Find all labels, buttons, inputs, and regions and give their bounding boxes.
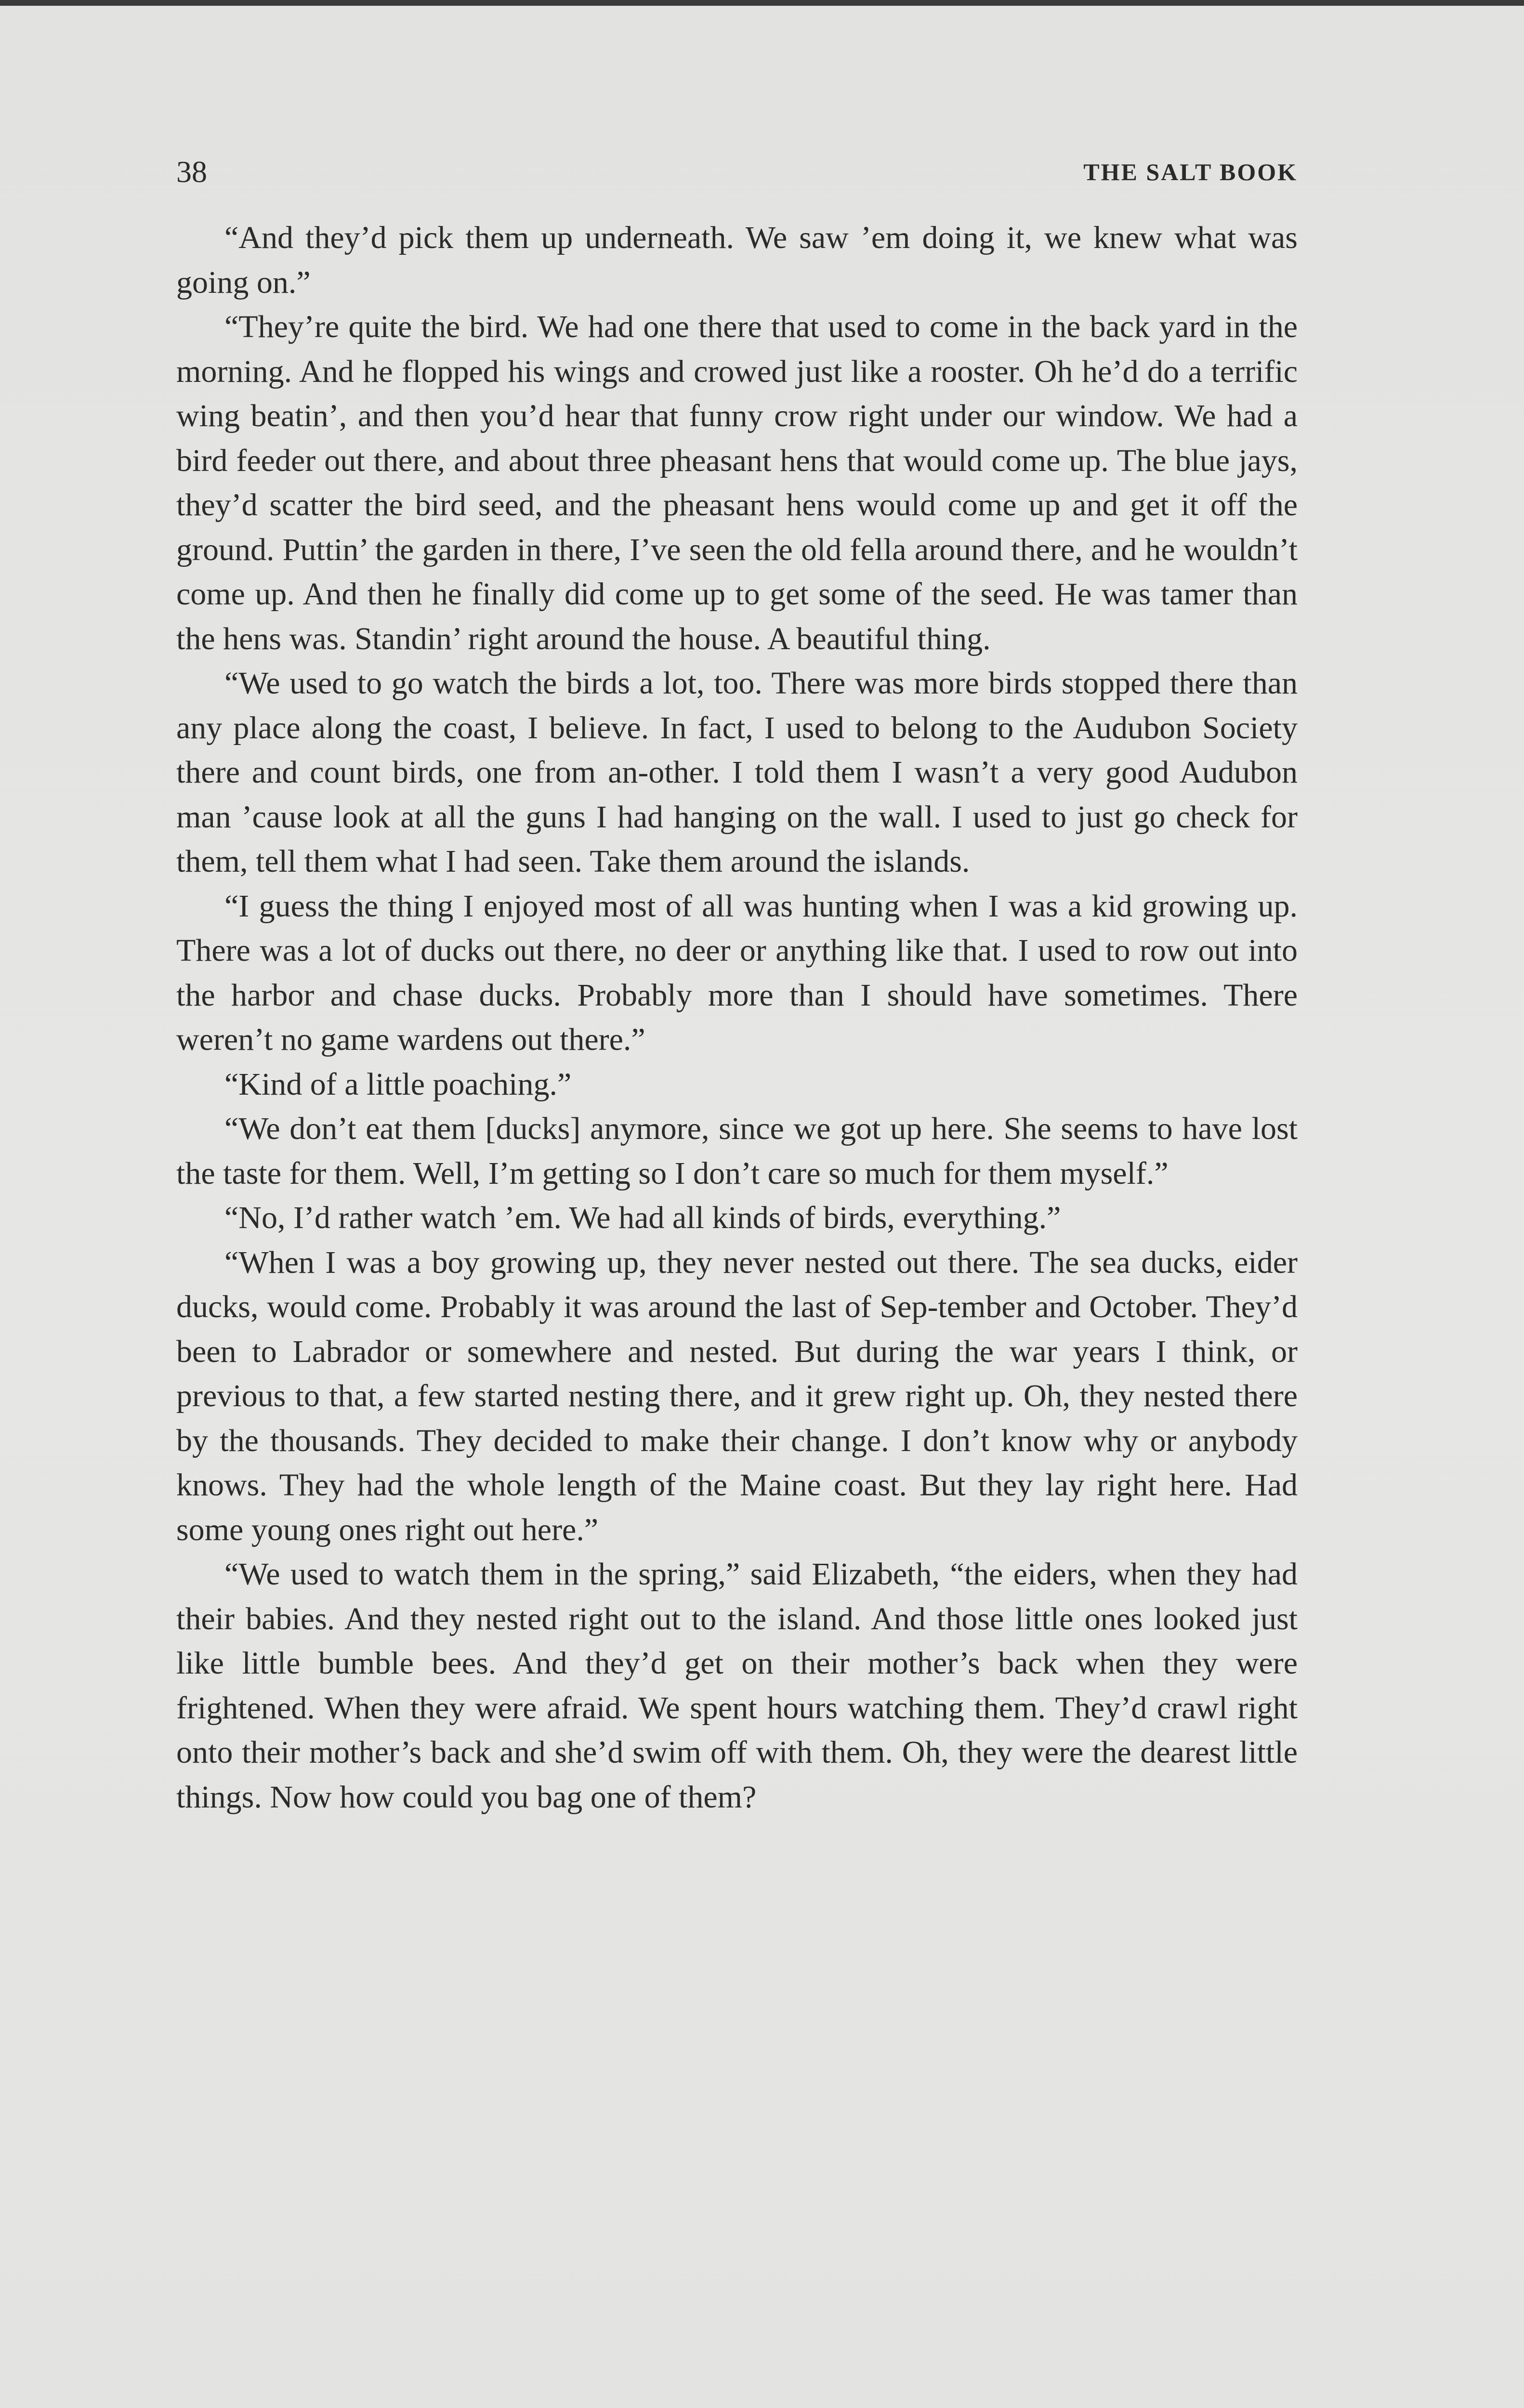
paragraph: “We used to watch them in the spring,” said Elizabeth, “the eiders, when they had their babies. And they nested right out to the island. And those little ones looked just like little bumble bees. And they’d get on their mother’s back when they were frightened. When they were afraid. We spent hours watching them. They’d crawl right onto their mother’s back and she’d swim off with them. Oh, they were the dearest little things. Now how could you bag one of them? <box>176 1557 1298 1815</box>
paragraph: “They’re quite the bird. We had one there that used to come in the back yard in the morning. And he flopped his wings and crowed just like a rooster. Oh he’d do a terrific wing beatin’, and then you’d hear that funny crow right under our window. We had a bird feeder out there, and about three pheasant hens that would come up. The blue jays, they’d scatter the bird seed, and the pheasant hens would come up and get it off the ground. Puttin’ the garden in there, I’ve seen the old fella around there, and he wouldn’t come up. And then he finally did come up to get some of the seed. He was tamer than the hens was. Standin’ right around the house. A beautiful thing. <box>176 309 1298 656</box>
paragraph: “We don’t eat them [ducks] anymore, since we got up here. She seems to have lost the taste for them. Well, I’m getting so I don’t care so much for them myself.” <box>176 1111 1298 1191</box>
paragraph: “And they’d pick them up underneath. We saw ’em doing it, we knew what was going on.” <box>176 220 1298 300</box>
paragraph: “No, I’d rather watch ’em. We had all kinds of birds, everything.” <box>224 1200 1061 1235</box>
paragraph: “I guess the thing I enjoyed most of all was hunting when I was a kid growing up. There was a lot of ducks out there, no deer or anything like that. I used to row out into the harbor and chase ducks. Probably more than I should have sometimes. There weren’t no game wardens out there.” <box>176 888 1298 1057</box>
running-head: THE SALT BOOK <box>1083 158 1298 185</box>
page-top-edge <box>0 0 1524 6</box>
paragraph: “Kind of a little poaching.” <box>224 1066 572 1102</box>
paragraph: “We used to go watch the birds a lot, too. There was more birds stopped there than any place along the coast, I believe. In fact, I used to belong to the Audubon Society there and count birds, one from an-other. I told them I wasn’t a very good Audubon man ’cause look at all the guns I had hanging on the wall. I used to just go check for them, tell them what I had seen. Take them around the islands. <box>176 666 1298 879</box>
page-number: 38 <box>176 155 207 189</box>
body-text <box>176 216 1298 1819</box>
paragraph: “When I was a boy growing up, they never nested out there. The sea ducks, eider ducks, would come. Probably it was around the last of Sep-tember and October. They’d been to Labrador or somewhere and nested. But during the war years I think, or previous to that, a few started nesting there, and it grew right up. Oh, they nested there by the thousands. They decided to make their change. I don’t know why or anybody knows. They had the whole length of the Maine coast. But they lay right here. Had some young ones right out here.” <box>176 1244 1298 1547</box>
page-header <box>176 150 1298 194</box>
